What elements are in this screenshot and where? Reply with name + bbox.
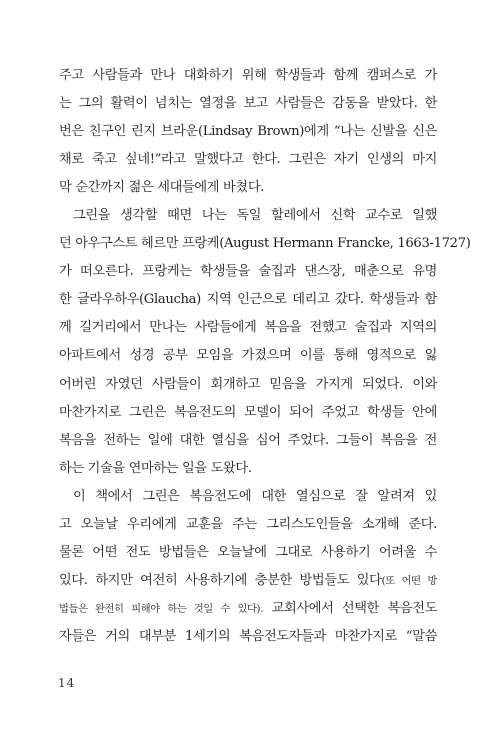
- text-line-19: [59, 567, 437, 595]
- text-line-9: 한 글라우하우(Glaucha) 지역 인근으로 데리고 갔다. 학생들과 함: [59, 292, 437, 308]
- text-line-17: 고 오늘날 우리에게 교훈을 주는 그리스도인들을 소개해 준다.: [59, 516, 437, 532]
- text-line-20-rest: 교회사에서 선택한 복음전도: [263, 600, 437, 616]
- text-line-21: 자들은 거의 대부분 1세기의 복음전도자들과 마찬가지로 “말씀: [59, 628, 437, 644]
- text-line-16: 이 책에서 그린은 복음전도에 대한 열심으로 잘 알려져 있: [73, 488, 437, 504]
- text-line-7: 던 아우구스트 헤르만 프랑케(August Hermann Francke, 1663-1727): [59, 236, 471, 252]
- parenthetical-note: (또 어떤 방: [381, 575, 438, 587]
- parenthetical-note-cont: 법들은 완전히 피해야 하는 것일 수 있다).: [59, 603, 264, 615]
- text-line-14: 복음을 전하는 일에 대한 열심을 심어 주었다. 그들이 복음을 전: [59, 432, 437, 448]
- text-line-6: 그린을 생각할 때면 나는 독일 할레에서 신학 교수로 일했: [73, 208, 437, 224]
- text-line-12: 어버린 자였던 사람들이 회개하고 믿음을 가지게 되었다. 이와: [59, 376, 437, 392]
- text-line-1: 주고 사람들과 만나 대화하기 위해 학생들과 함께 캠퍼스로 가: [59, 68, 437, 83]
- text-line-19-main: 있다. 하지만 여전히 사용하기에 충분한 방법들도 있다: [59, 572, 382, 588]
- text-line-3: 번은 친구인 린지 브라운(Lindsay Brown)에게 “나는 신발을 신은: [59, 124, 437, 140]
- text-line-18: 물론 어떤 전도 방법들은 오늘날에 그대로 사용하기 어려울 수: [59, 544, 437, 560]
- text-line-20: [59, 595, 437, 623]
- text-line-5: 막 순간까지 젊은 세대들에게 바쳤다.: [59, 180, 265, 196]
- body-text: [59, 62, 471, 651]
- page-number: 14: [58, 676, 76, 690]
- text-line-10: 께 길거리에서 만나는 사람들에게 복음을 전했고 술집과 지역의: [59, 320, 437, 336]
- text-line-15: 하는 기술을 연마하는 일을 도왔다.: [59, 460, 252, 476]
- text-line-13: 마찬가지로 그린은 복음전도의 모델이 되어 주었고 학생들 안에: [59, 404, 437, 420]
- text-line-11: 아파트에서 성경 공부 모임을 가졌으며 이를 통해 영적으로 잃: [59, 348, 437, 364]
- text-line-4: 채로 죽고 싶네!”라고 말했다고 한다. 그린은 자기 인생의 마지: [59, 152, 437, 168]
- text-line-2: 는 그의 활력이 넘치는 열정을 보고 사람들은 감동을 받았다. 한: [59, 96, 437, 112]
- text-line-8: 가 떠오른다. 프랑케는 학생들을 술집과 댄스장, 매춘으로 유명: [59, 264, 437, 280]
